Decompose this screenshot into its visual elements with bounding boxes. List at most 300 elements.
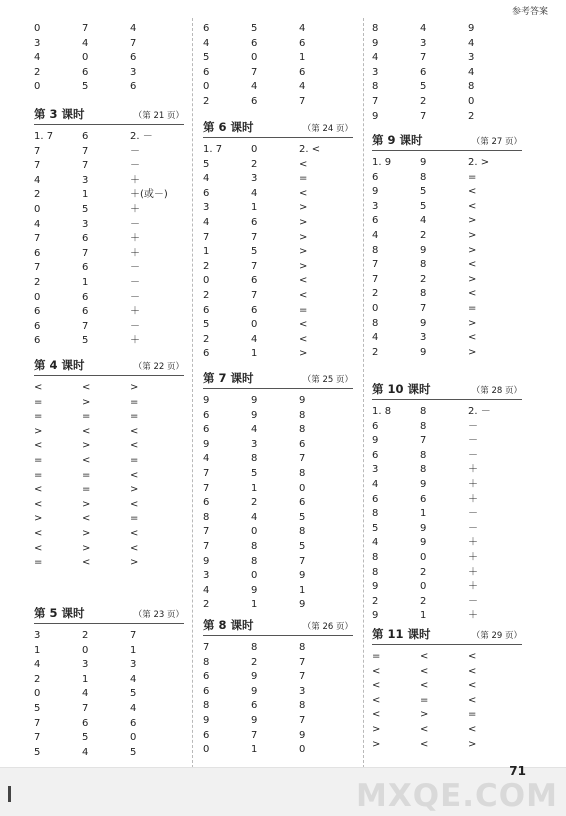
answer-cell: 3 bbox=[82, 218, 89, 230]
answer-cell: 8 bbox=[420, 406, 427, 417]
answer-row bbox=[372, 536, 532, 550]
answer-cell: － bbox=[468, 420, 478, 432]
answer-row bbox=[34, 320, 194, 334]
answer-cell: 1 bbox=[420, 508, 427, 520]
answer-cell: > bbox=[468, 215, 477, 227]
answer-cell: 0 bbox=[203, 81, 210, 93]
answer-cell: < bbox=[130, 498, 139, 510]
answer-cell: > bbox=[299, 217, 308, 228]
answer-cell: < bbox=[468, 259, 477, 271]
answer-row bbox=[372, 650, 532, 664]
answer-cell: 7 bbox=[251, 231, 258, 243]
answer-cell: 4 bbox=[82, 746, 89, 758]
lesson-page-ref: （第 29 页） bbox=[471, 631, 522, 641]
answer-row bbox=[203, 438, 363, 452]
answer-cell: 9 bbox=[372, 37, 379, 49]
answer-cell: 4 bbox=[203, 217, 210, 228]
answer-cell: 5 bbox=[130, 746, 137, 758]
answer-cell: 8 bbox=[372, 552, 379, 563]
answer-row bbox=[203, 584, 363, 598]
answer-cell: 1 bbox=[251, 348, 258, 360]
answer-cell: 4 bbox=[130, 673, 137, 685]
answer-row bbox=[372, 258, 532, 272]
answer-cell: 7 bbox=[130, 37, 137, 49]
answer-cell: = bbox=[299, 304, 308, 316]
answer-cell: < bbox=[34, 542, 43, 554]
answer-cell: = bbox=[468, 303, 477, 314]
answer-row bbox=[372, 51, 532, 65]
answer-cell: 8 bbox=[251, 642, 258, 653]
answer-row bbox=[34, 22, 194, 36]
answer-cell: > bbox=[34, 425, 43, 437]
answer-cell: 4 bbox=[82, 37, 89, 49]
answer-cell: 6 bbox=[203, 671, 210, 683]
answer-cell: 2 bbox=[251, 497, 258, 509]
answer-cell: 4 bbox=[420, 23, 427, 34]
answer-row bbox=[203, 423, 363, 437]
answer-row bbox=[372, 317, 532, 331]
answer-cell: － bbox=[130, 277, 140, 288]
answer-cell: 2 bbox=[203, 290, 210, 301]
answer-cell: 4 bbox=[372, 230, 379, 241]
answer-cell: 6 bbox=[34, 247, 41, 259]
answer-cell: ＋ bbox=[468, 581, 478, 593]
answer-cell: 9 bbox=[299, 570, 306, 582]
answer-cell: 9 bbox=[420, 157, 427, 168]
answer-cell: 8 bbox=[420, 259, 427, 271]
lesson-section-header bbox=[372, 130, 522, 151]
answer-cell: 3 bbox=[130, 66, 137, 78]
answer-cell: 2 bbox=[251, 158, 258, 170]
answer-cell: < bbox=[34, 440, 43, 452]
answer-cell: － bbox=[130, 320, 140, 332]
answer-row bbox=[34, 232, 194, 246]
answer-row bbox=[203, 685, 363, 699]
lesson-page-ref: （第 25 页） bbox=[302, 375, 353, 385]
answer-cell: 7 bbox=[299, 656, 306, 668]
answer-cell: 7 bbox=[299, 555, 306, 567]
answer-cell: 5 bbox=[203, 52, 210, 64]
answer-cell: > bbox=[468, 230, 477, 241]
answer-cell: － bbox=[130, 145, 140, 157]
answer-cell: 4 bbox=[372, 479, 379, 490]
answer-row bbox=[372, 694, 532, 708]
answer-cell: 7 bbox=[82, 23, 89, 34]
answer-cell: 6 bbox=[299, 37, 306, 49]
answer-cell: 7 bbox=[420, 435, 427, 447]
answer-cell: 8 bbox=[299, 424, 306, 436]
answer-cell: 2 bbox=[34, 66, 41, 78]
answer-cell: 9 bbox=[420, 244, 427, 256]
answer-row bbox=[34, 247, 194, 261]
answer-cell: 6 bbox=[82, 262, 89, 274]
answer-row bbox=[34, 203, 194, 217]
answer-row bbox=[34, 542, 194, 556]
answer-cell: 2 bbox=[82, 630, 89, 641]
answer-row bbox=[372, 331, 532, 345]
answer-cell: < bbox=[82, 382, 91, 393]
answer-cell: 6 bbox=[130, 717, 137, 729]
answer-row bbox=[372, 493, 532, 507]
answer-cell: 1. 8 bbox=[372, 406, 392, 417]
answer-row bbox=[203, 187, 363, 201]
answer-cell: 9 bbox=[420, 317, 427, 329]
answer-row bbox=[203, 66, 363, 80]
answer-cell: 8 bbox=[203, 700, 210, 712]
answer-cell: 0 bbox=[34, 204, 41, 215]
lesson-title: 第 11 课时 bbox=[372, 627, 431, 641]
answer-cell: 6 bbox=[299, 497, 306, 509]
answer-row bbox=[372, 185, 532, 199]
answer-cell: 6 bbox=[203, 304, 210, 316]
answer-cell: < bbox=[420, 651, 429, 662]
answer-cell: 2 bbox=[420, 273, 427, 285]
answer-cell: 4 bbox=[34, 218, 41, 230]
answer-cell: 9 bbox=[251, 685, 258, 697]
answer-cell: < bbox=[34, 382, 43, 393]
answer-row bbox=[203, 216, 363, 230]
answer-cell: ＋ bbox=[130, 306, 140, 318]
answer-cell: 3 bbox=[420, 332, 427, 344]
answer-cell: 6 bbox=[372, 215, 379, 227]
answer-cell: 4 bbox=[82, 688, 89, 700]
answer-cell: 5 bbox=[251, 23, 258, 34]
answer-row bbox=[34, 469, 194, 483]
answer-cell: 7 bbox=[203, 526, 210, 538]
lesson-title: 第 6 课时 bbox=[203, 120, 254, 134]
answer-row bbox=[372, 22, 532, 36]
answer-cell: － bbox=[468, 595, 478, 607]
answer-cell: 7 bbox=[130, 630, 137, 641]
answer-row bbox=[34, 188, 194, 202]
answer-row bbox=[372, 609, 532, 623]
answer-cell: 7 bbox=[299, 715, 306, 726]
answer-cell: 1 bbox=[251, 744, 258, 756]
answer-cell: 4 bbox=[130, 703, 137, 714]
answer-row bbox=[34, 425, 194, 439]
answer-cell: 4 bbox=[299, 23, 306, 34]
lesson-page-ref: （第 26 页） bbox=[302, 622, 353, 632]
answer-row bbox=[372, 95, 532, 109]
answer-cell: 2 bbox=[251, 656, 258, 668]
answer-cell: 9 bbox=[251, 715, 258, 726]
answer-cell: 2 bbox=[34, 277, 41, 288]
answer-row bbox=[203, 496, 363, 510]
lesson-title: 第 4 课时 bbox=[34, 358, 85, 372]
answer-cell: ＋ bbox=[468, 610, 478, 622]
answer-cell: 8 bbox=[420, 464, 427, 476]
answer-cell: 7 bbox=[82, 145, 89, 157]
answer-row bbox=[203, 525, 363, 539]
answer-cell: 3 bbox=[34, 37, 41, 49]
answer-cell: 0 bbox=[82, 644, 89, 656]
answer-row bbox=[203, 172, 363, 186]
lesson-section-header bbox=[34, 104, 184, 125]
answer-cell: 0 bbox=[468, 96, 475, 107]
answer-cell: > bbox=[82, 498, 91, 510]
answer-cell: 6 bbox=[372, 171, 379, 183]
answer-cell: 3 bbox=[82, 174, 89, 186]
answer-cell: < bbox=[82, 455, 91, 466]
answer-cell: 4 bbox=[251, 81, 258, 93]
answer-cell: > bbox=[372, 738, 381, 750]
answer-row bbox=[34, 51, 194, 65]
lesson-title: 第 5 课时 bbox=[34, 606, 85, 620]
answer-row bbox=[203, 482, 363, 496]
lesson-title: 第 9 课时 bbox=[372, 133, 423, 147]
answer-cell: < bbox=[34, 484, 43, 496]
answer-cell: 2 bbox=[203, 96, 210, 107]
answer-cell: 9 bbox=[299, 729, 306, 741]
answer-row bbox=[203, 51, 363, 65]
answer-cell: 4 bbox=[372, 332, 379, 344]
answer-cell: 0 bbox=[299, 744, 306, 756]
answer-cell: － bbox=[130, 160, 140, 172]
lesson-section-header bbox=[203, 615, 353, 636]
answer-cell: < bbox=[468, 200, 477, 212]
answer-cell: < bbox=[82, 557, 91, 569]
answer-row bbox=[372, 80, 532, 94]
answer-cell: < bbox=[372, 680, 381, 692]
answer-cell: < bbox=[372, 665, 381, 677]
answer-cell: 6 bbox=[130, 52, 137, 64]
answer-row bbox=[34, 512, 194, 526]
answer-cell: 8 bbox=[251, 453, 258, 465]
answer-key-header: 参考答案 bbox=[511, 7, 548, 17]
answer-cell: < bbox=[420, 665, 429, 677]
answer-cell: 8 bbox=[420, 420, 427, 432]
answer-row bbox=[372, 302, 532, 316]
answer-cell: 8 bbox=[203, 656, 210, 668]
answer-cell: < bbox=[130, 425, 139, 437]
answer-cell: 0 bbox=[34, 291, 41, 303]
answer-cell: 6 bbox=[82, 233, 89, 245]
answer-row bbox=[203, 260, 363, 274]
answer-row bbox=[372, 580, 532, 594]
answer-row bbox=[34, 381, 194, 395]
answer-cell: < bbox=[34, 528, 43, 539]
answer-cell: ＋(或－) bbox=[130, 189, 168, 201]
answer-cell: > bbox=[468, 244, 477, 256]
answer-cell: 3 bbox=[468, 52, 475, 64]
answer-cell: 6 bbox=[203, 66, 210, 78]
answer-cell: 2 bbox=[372, 595, 379, 607]
answer-row bbox=[203, 656, 363, 670]
answer-row bbox=[34, 130, 194, 144]
answer-cell: 7 bbox=[299, 96, 306, 107]
answer-cell: < bbox=[468, 288, 477, 300]
answer-cell: 1. 9 bbox=[372, 157, 392, 168]
lesson-page-ref: （第 24 页） bbox=[302, 124, 353, 134]
answer-cell: > bbox=[468, 738, 477, 750]
answer-cell: 6 bbox=[203, 424, 210, 436]
answer-cell: ＋ bbox=[468, 552, 478, 563]
answer-cell: 1 bbox=[34, 644, 41, 656]
lesson-section-header bbox=[34, 603, 184, 624]
answer-cell: 8 bbox=[420, 288, 427, 300]
answer-cell: > bbox=[468, 273, 477, 285]
answer-cell: > bbox=[82, 440, 91, 452]
answer-row bbox=[34, 717, 194, 731]
answer-row bbox=[203, 231, 363, 245]
answer-cell: > bbox=[468, 346, 477, 358]
answer-row bbox=[34, 746, 194, 760]
answer-row bbox=[372, 200, 532, 214]
answer-cell: 0 bbox=[34, 81, 41, 93]
answer-cell: = bbox=[34, 411, 43, 423]
answer-cell: 0 bbox=[203, 744, 210, 756]
answer-cell: 8 bbox=[299, 468, 306, 479]
answer-row bbox=[34, 261, 194, 275]
answer-cell: > bbox=[299, 246, 308, 258]
answer-cell: 7 bbox=[372, 96, 379, 107]
answer-row bbox=[203, 540, 363, 554]
answer-cell: 9 bbox=[299, 599, 306, 611]
answer-cell: 8 bbox=[420, 449, 427, 461]
answer-row bbox=[372, 110, 532, 124]
answer-row bbox=[372, 708, 532, 722]
answer-row bbox=[203, 569, 363, 583]
answer-cell: < bbox=[420, 680, 429, 692]
answer-row bbox=[34, 66, 194, 80]
answer-cell: 5 bbox=[251, 468, 258, 479]
answer-row bbox=[372, 273, 532, 287]
answer-cell: 1 bbox=[251, 202, 258, 214]
answer-cell: 6 bbox=[203, 497, 210, 509]
answer-row bbox=[34, 145, 194, 159]
answer-row bbox=[203, 318, 363, 332]
answer-cell: 0 bbox=[130, 732, 137, 744]
answer-cell: 1 bbox=[203, 246, 210, 258]
answer-cell: 5 bbox=[203, 158, 210, 170]
answer-cell: = bbox=[130, 455, 139, 466]
answer-cell: 0 bbox=[34, 688, 41, 700]
answer-row bbox=[372, 679, 532, 693]
answer-row bbox=[34, 702, 194, 716]
answer-row bbox=[34, 174, 194, 188]
answer-cell: － bbox=[468, 522, 478, 534]
answer-cell: 5 bbox=[251, 246, 258, 258]
answer-cell: 6 bbox=[82, 717, 89, 729]
answer-cell: = bbox=[82, 411, 91, 423]
answer-cell: 8 bbox=[299, 642, 306, 653]
answer-cell: 0 bbox=[251, 319, 258, 331]
answer-row bbox=[372, 449, 532, 463]
answer-cell: < bbox=[420, 738, 429, 750]
answer-cell: < bbox=[299, 275, 308, 287]
answer-cell: > bbox=[82, 542, 91, 554]
answer-cell: 4 bbox=[251, 187, 258, 199]
answer-cell: 9 bbox=[468, 23, 475, 34]
answer-cell: 5 bbox=[82, 732, 89, 744]
answer-row bbox=[372, 214, 532, 228]
lesson-section-header bbox=[34, 355, 184, 376]
answer-row bbox=[372, 566, 532, 580]
answer-row bbox=[34, 80, 194, 94]
answer-cell: 4 bbox=[203, 453, 210, 465]
answer-row bbox=[34, 556, 194, 570]
answer-cell: 5 bbox=[203, 319, 210, 331]
answer-cell: 3 bbox=[251, 438, 258, 450]
answer-cell: 3 bbox=[372, 200, 379, 212]
answer-cell: 5 bbox=[420, 186, 427, 198]
answer-cell: 7 bbox=[420, 110, 427, 122]
answer-cell: ＋ bbox=[468, 479, 478, 490]
answer-cell: ＋ bbox=[468, 493, 478, 505]
answer-cell: < bbox=[34, 498, 43, 510]
answer-cell: 0 bbox=[251, 52, 258, 64]
answer-cell: 4 bbox=[34, 52, 41, 64]
answer-row bbox=[372, 738, 532, 752]
lesson-page-ref: （第 23 页） bbox=[133, 610, 184, 620]
answer-cell: > bbox=[82, 528, 91, 539]
answer-cell: ＋ bbox=[468, 537, 478, 549]
answer-cell: 5 bbox=[82, 335, 89, 347]
answer-cell: 2. － bbox=[130, 131, 153, 142]
answer-cell: 5 bbox=[82, 81, 89, 93]
answer-cell: 0 bbox=[203, 275, 210, 287]
answer-row bbox=[203, 699, 363, 713]
answer-cell: 4 bbox=[251, 333, 258, 345]
answer-row bbox=[372, 405, 532, 419]
answer-cell: > bbox=[468, 317, 477, 329]
answer-cell: > bbox=[82, 396, 91, 408]
answer-row bbox=[203, 670, 363, 684]
answer-cell: 2 bbox=[420, 566, 427, 578]
answer-cell: 9 bbox=[299, 395, 306, 406]
answer-cell: 6 bbox=[130, 81, 137, 93]
answer-cell: 0 bbox=[420, 552, 427, 563]
answer-row bbox=[372, 551, 532, 565]
answer-cell: 6 bbox=[34, 306, 41, 318]
answer-cell: < bbox=[82, 425, 91, 437]
answer-cell: 4 bbox=[130, 23, 137, 34]
answer-row bbox=[372, 507, 532, 521]
answer-cell: 6 bbox=[251, 37, 258, 49]
answer-cell: 4 bbox=[420, 215, 427, 227]
answer-cell: ＋ bbox=[130, 247, 140, 259]
answer-cell: 6 bbox=[299, 66, 306, 78]
answer-row bbox=[34, 687, 194, 701]
answer-cell: － bbox=[130, 262, 140, 274]
answer-row bbox=[372, 346, 532, 360]
answer-cell: 7 bbox=[82, 320, 89, 332]
answer-cell: 4 bbox=[203, 173, 210, 185]
answer-cell: 6 bbox=[420, 66, 427, 78]
answer-cell: < bbox=[468, 186, 477, 198]
lesson-page-ref: （第 27 页） bbox=[471, 137, 522, 147]
answer-cell: 7 bbox=[82, 247, 89, 259]
answer-cell: 7 bbox=[251, 729, 258, 741]
answer-cell: 9 bbox=[420, 346, 427, 358]
answer-cell: 9 bbox=[420, 479, 427, 490]
answer-cell: 6 bbox=[420, 493, 427, 505]
answer-cell: < bbox=[299, 333, 308, 345]
answer-cell: > bbox=[130, 557, 139, 569]
answer-cell: 7 bbox=[34, 262, 41, 274]
answer-cell: 8 bbox=[372, 81, 379, 93]
answer-cell: 9 bbox=[420, 537, 427, 549]
answer-cell: ＋ bbox=[468, 566, 478, 578]
answer-cell: 1 bbox=[82, 189, 89, 201]
answer-cell: 6 bbox=[203, 409, 210, 421]
answer-cell: 6 bbox=[372, 449, 379, 461]
answer-cell: 2 bbox=[372, 288, 379, 300]
lesson-page-ref: （第 28 页） bbox=[471, 386, 522, 396]
answer-cell: 8 bbox=[299, 700, 306, 712]
answer-cell: 8 bbox=[468, 81, 475, 93]
answer-cell: 3 bbox=[203, 202, 210, 214]
